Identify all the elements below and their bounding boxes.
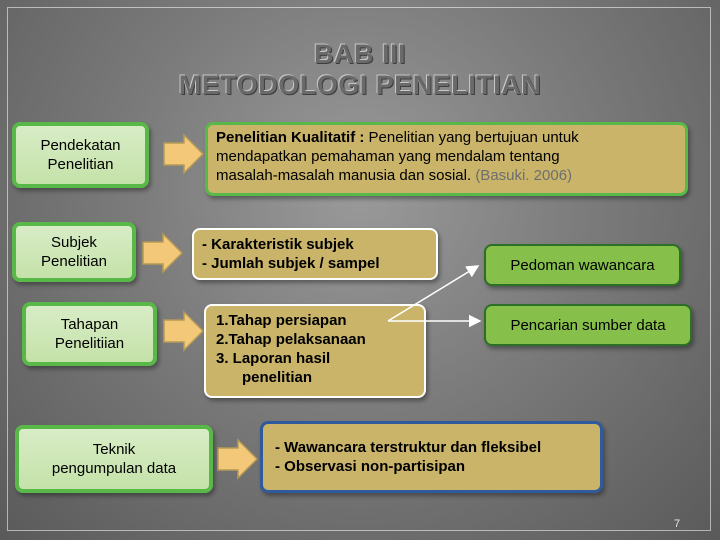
interview-guide-box — [484, 244, 681, 286]
stages-label-line2: Penelitiian — [54, 335, 125, 352]
technique-box — [15, 425, 213, 493]
page-number: 7 — [674, 518, 681, 530]
subject-details-box — [192, 228, 438, 280]
technique-label-line1: Teknik — [92, 441, 136, 458]
source-search-box — [484, 304, 692, 346]
slide-subtitle: METODOLOGI PENELITIAN — [178, 70, 542, 100]
arrow-right-icon — [162, 310, 206, 352]
approach-label-line2: Penelitian — [47, 156, 114, 173]
stages-label-line1: Tahapan — [60, 316, 119, 333]
technique-detail-line1: - Wawancara terstruktur dan fleksibel — [275, 439, 542, 456]
stage-line4: penelitian — [242, 369, 313, 386]
slide-title: BAB III — [313, 39, 406, 69]
source-search-label: Pencarian sumber data — [510, 316, 666, 334]
approach-box — [12, 122, 149, 188]
citation: (Basuki. 2006) — [475, 167, 573, 184]
qualitative-heading: Penelitian Kualitatif : — [216, 129, 365, 146]
arrow-right-icon — [141, 232, 185, 274]
stage-line3: 3. Laporan hasil — [216, 350, 331, 367]
interview-guide-label: Pedoman wawancara — [510, 256, 655, 274]
qualitative-body-line2: mendapatkan pemahaman yang mendalam tentang — [216, 148, 560, 165]
arrow-right-icon — [216, 438, 260, 480]
technique-detail-line2: - Observasi non-partisipan — [275, 458, 466, 475]
qualitative-definition-box — [205, 122, 688, 196]
subject-label-line1: Subjek — [51, 234, 97, 251]
arrow-right-icon — [162, 133, 206, 175]
subject-detail-line2: - Jumlah subjek / sampel — [202, 255, 380, 272]
subject-detail-line1: - Karakteristik subjek — [202, 236, 354, 253]
stages-details-box — [204, 304, 426, 398]
subject-label-line2: Penelitian — [41, 253, 107, 270]
approach-label-line1: Pendekatan — [40, 137, 121, 154]
stage-line2: 2.Tahap pelaksanaan — [216, 331, 366, 348]
qualitative-body-line3: masalah-masalah manusia dan sosial. — [216, 167, 472, 184]
subject-box — [12, 222, 136, 282]
technique-label-line2: pengumpulan data — [51, 460, 177, 477]
stages-box — [22, 302, 157, 366]
technique-details-box — [260, 421, 603, 493]
stage-line1: 1.Tahap persiapan — [216, 312, 347, 329]
qualitative-body-line1: Penelitian yang bertujuan untuk — [368, 129, 579, 146]
